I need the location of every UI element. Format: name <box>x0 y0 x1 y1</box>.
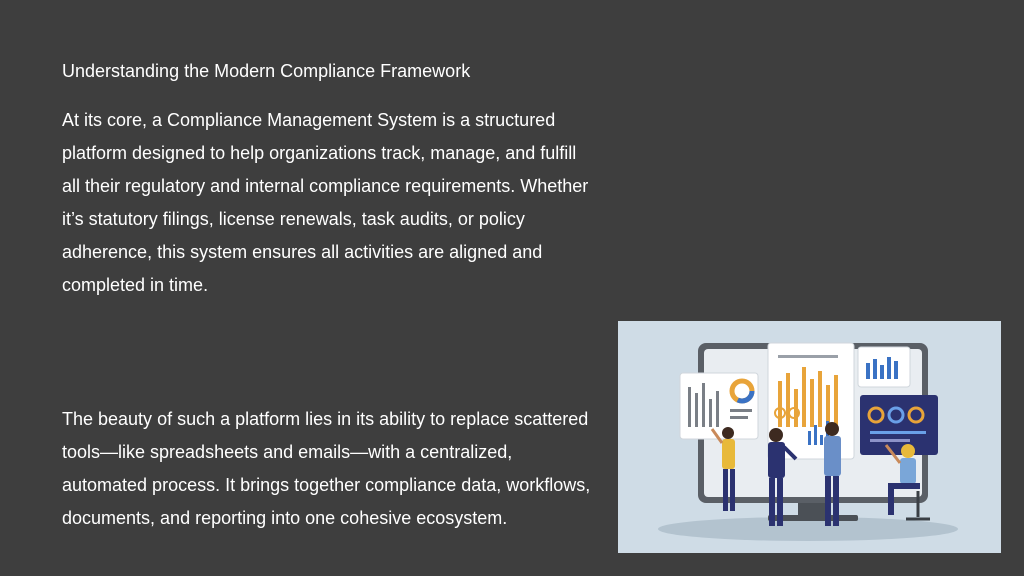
team-analytics-dashboard-icon <box>618 321 1001 553</box>
team-analytics-illustration <box>618 321 1001 553</box>
paragraph-intro: At its core, a Compliance Management System is a structured platform designed to help organizations track, manage, and fulfill all their regulatory and internal compliance requirements. Whether it’s statutory filings, license renewals, task audits, or policy adherence, this system ensures all activities are aligned and completed in time. <box>62 110 589 295</box>
paragraph-benefits: The beauty of such a platform lies in its ability to replace scattered tools—like spreadsheets and emails—with a centralized, automated process. It brings together compliance data, workflows, documents, and reporting into one cohesive ecosystem. <box>62 409 591 528</box>
slide-heading: Understanding the Modern Compliance Framework <box>62 61 471 81</box>
